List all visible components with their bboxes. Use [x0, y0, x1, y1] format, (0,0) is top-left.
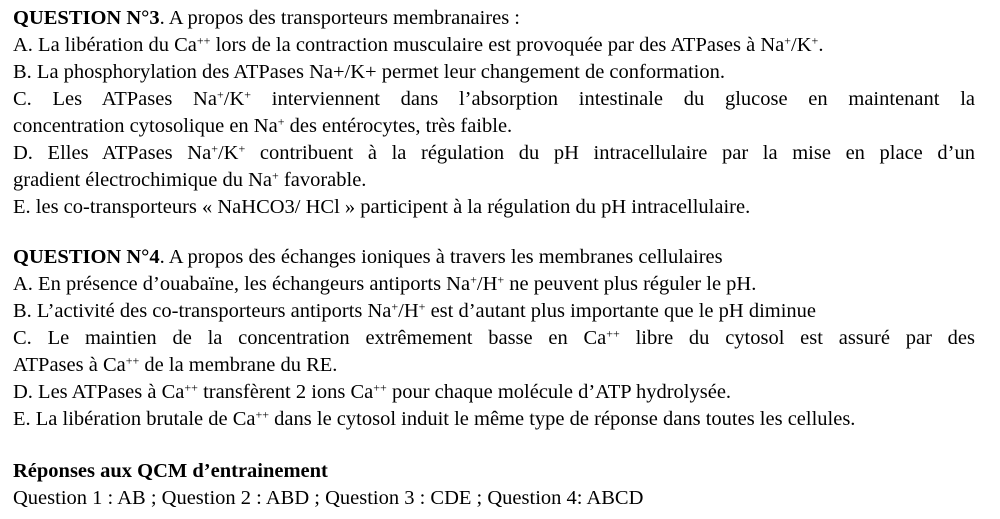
text: gradient électrochimique du Na: [13, 169, 272, 191]
superscript: +: [811, 33, 819, 48]
superscript: +: [216, 87, 224, 102]
text: /K: [223, 88, 245, 110]
text: pour chaque molécule d’ATP hydrolysée.: [386, 381, 732, 403]
superscript: ++: [255, 407, 270, 422]
answers-heading: Réponses aux QCM d’entrainement: [13, 460, 328, 482]
text: dans le cytosol induit le même type de réponse dans toutes les cellules.: [269, 408, 856, 430]
text: D. Les ATPases à Ca: [13, 381, 185, 403]
superscript: +: [418, 299, 426, 314]
superscript: +: [277, 114, 285, 129]
text: C. Les ATPases Na: [13, 88, 217, 110]
answers-text: Question 1 : AB ; Question 2 : ABD ; Question 3 : CDE ; Question 4: ABCD: [13, 487, 644, 509]
text: A. La libération du Ca: [13, 34, 197, 56]
q4-option-b: [13, 299, 816, 324]
q3-heading-label: QUESTION N°3: [13, 7, 160, 29]
q3-option-a: [13, 33, 823, 58]
text: de la membrane du RE.: [139, 354, 338, 376]
q3-option-d-line2: [13, 168, 366, 193]
q3-option-d-line1: [13, 141, 975, 166]
superscript: ++: [196, 33, 211, 48]
q4-heading: [13, 245, 723, 270]
superscript: ++: [184, 380, 198, 395]
text: concentration cytosolique en Na: [13, 115, 278, 137]
q4-heading-text: . A propos des échanges ioniques à travers les membranes cellulaires: [159, 246, 723, 268]
text: D. Elles ATPases Na: [13, 142, 212, 164]
superscript: +: [244, 87, 252, 102]
superscript: +: [211, 141, 218, 156]
text: /K: [791, 34, 812, 56]
q3-option-b: B. La phosphorylation des ATPases Na+/K+ permet leur changement de conformation.: [13, 61, 725, 83]
text: ATPases à Ca: [13, 354, 126, 376]
text: /H: [476, 273, 498, 295]
q4-heading-label: QUESTION N°4: [13, 246, 160, 268]
q4-option-a: [13, 272, 756, 297]
text: C. Le maintien de la concentration extrêmement basse en Ca: [13, 327, 607, 349]
superscript: +: [470, 272, 477, 287]
superscript: +: [272, 168, 279, 183]
text: ne peuvent plus réguler le pH.: [504, 273, 757, 295]
superscript: ++: [606, 326, 620, 341]
superscript: +: [784, 33, 792, 48]
text: transfèrent 2 ions Ca: [197, 381, 374, 403]
text: B. L’activité des co-transporteurs antiports Na: [13, 300, 392, 322]
text: /H: [398, 300, 419, 322]
text: est d’autant plus importante que le pH diminue: [425, 300, 817, 322]
text: des entérocytes, très faible.: [284, 115, 513, 137]
q4-option-e: [13, 407, 855, 432]
q3-heading: [13, 6, 520, 31]
superscript: ++: [125, 353, 140, 368]
text: interviennent dans l’absorption intestinale du glucose en maintenant la: [251, 88, 975, 110]
superscript: +: [391, 299, 399, 314]
text: /K: [217, 142, 239, 164]
text: lors de la contraction musculaire est provoquée par des ATPases à Na: [210, 34, 785, 56]
q4-option-c-line2: [13, 353, 337, 378]
text: A. En présence d’ouabaïne, les échangeurs antiports Na: [13, 273, 471, 295]
text: .: [818, 34, 824, 56]
q3-option-c-line1: [13, 87, 975, 112]
text: E. La libération brutale de Ca: [13, 408, 256, 430]
q3-option-e: E. les co-transporteurs « NaHCO3/ HCl » participent à la régulation du pH intracellulaire.: [13, 196, 751, 218]
superscript: +: [238, 141, 246, 156]
superscript: ++: [373, 380, 387, 395]
q3-option-c-line2: [13, 114, 512, 139]
superscript: +: [497, 272, 505, 287]
text: contribuent à la régulation du pH intracellulaire par la mise en place d’un: [245, 142, 975, 164]
text: favorable.: [278, 169, 367, 191]
q3-heading-text: . A propos des transporteurs membranaires :: [159, 7, 520, 29]
text: libre du cytosol est assuré par des: [619, 327, 975, 349]
q4-option-c-line1: [13, 326, 975, 351]
q4-option-d: [13, 380, 731, 405]
